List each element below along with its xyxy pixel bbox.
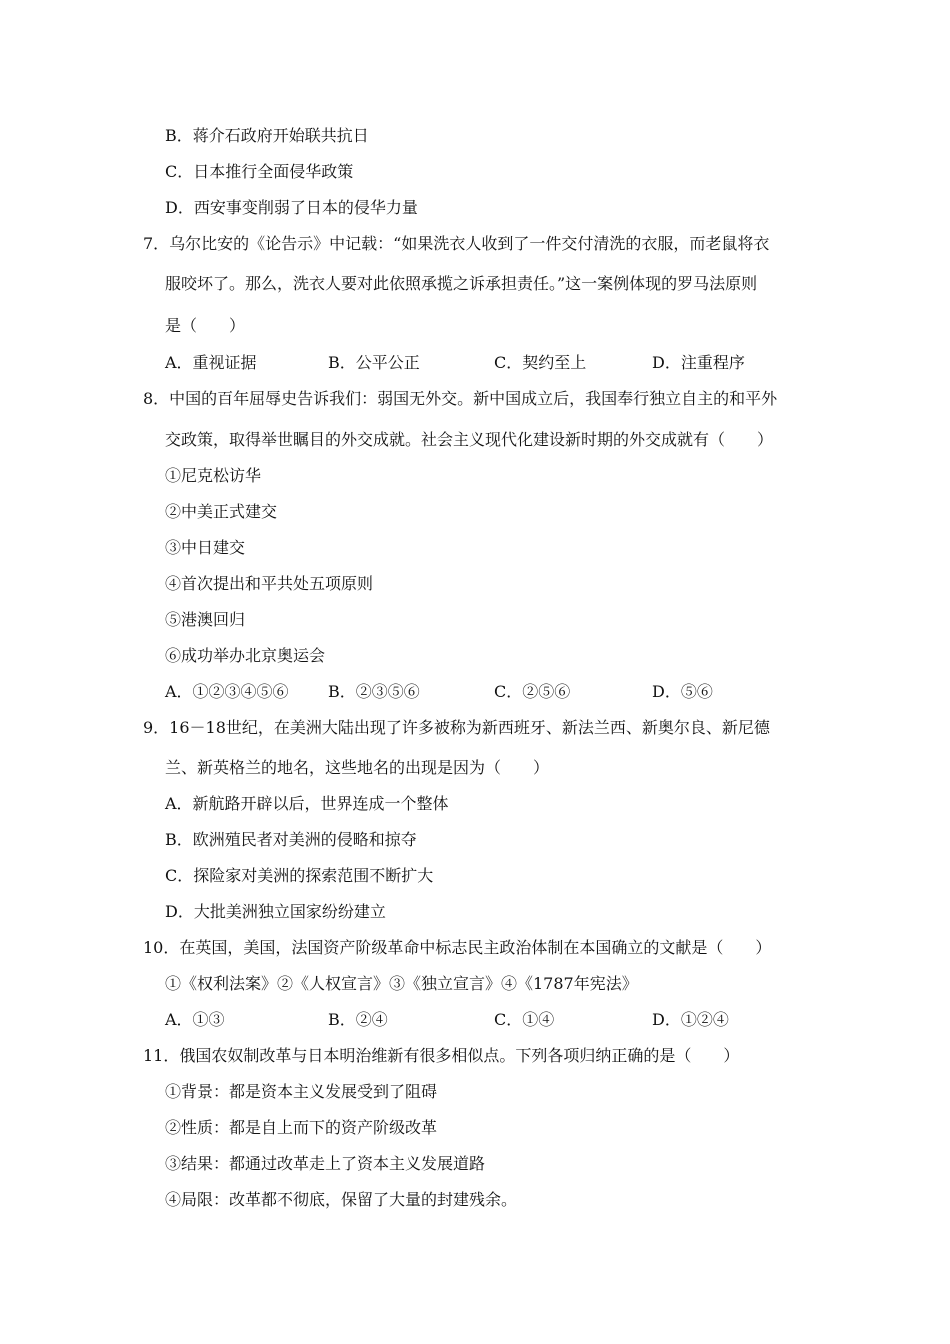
q8-item-1: ①尼克松访华 <box>165 466 262 485</box>
q7-stem-line1: 7．乌尔比安的《论告示》中记载：“如果洗衣人收到了一件交付清洗的衣服，而老鼠将衣 <box>143 234 770 253</box>
q9-option-c: C．探险家对美洲的探索范围不断扩大 <box>165 866 434 885</box>
q9-stem-line1: 9．16－18世纪，在美洲大陆出现了许多被称为新西班牙、新法兰西、新奥尔良、新尼德 <box>143 718 770 737</box>
q6-option-b: B．蒋介石政府开始联共抗日 <box>165 126 369 145</box>
q11-item-3: ③结果：都通过改革走上了资本主义发展道路 <box>165 1154 486 1173</box>
q8-item-2: ②中美正式建交 <box>165 502 278 521</box>
q7-option-d: D．注重程序 <box>652 353 745 372</box>
q8-option-a: A．①②③④⑤⑥ <box>165 682 289 701</box>
q8-item-3: ③中日建交 <box>165 538 246 557</box>
q9-option-a: A．新航路开辟以后，世界连成一个整体 <box>165 794 449 813</box>
q9-option-b: B．欧洲殖民者对美洲的侵略和掠夺 <box>165 830 417 849</box>
q7-option-c: C．契约至上 <box>494 353 587 372</box>
q7-stem-line3: 是（ ） <box>165 316 246 335</box>
q10-stem: 10．在英国，美国，法国资产阶级革命中标志民主政治体制在本国确立的文献是（ ） <box>143 938 772 957</box>
q6-option-d: D．西安事变削弱了日本的侵华力量 <box>165 198 418 217</box>
q10-option-b: B．②④ <box>328 1010 388 1029</box>
q8-item-4: ④首次提出和平共处五项原则 <box>165 574 374 593</box>
q9-stem-line2: 兰、新英格兰的地名，这些地名的出现是因为（ ） <box>165 758 550 777</box>
q8-option-c: C．②⑤⑥ <box>494 682 571 701</box>
q10-option-a: A．①③ <box>165 1010 225 1029</box>
q9-option-d: D．大批美洲独立国家纷纷建立 <box>165 902 386 921</box>
q8-stem-line2: 交政策，取得举世瞩目的外交成就。社会主义现代化建设新时期的外交成就有（ ） <box>165 430 774 449</box>
q7-stem-line2: 服咬坏了。那么，洗衣人要对此依照承揽之诉承担责任。”这一案例体现的罗马法原则 <box>165 274 758 293</box>
q11-item-2: ②性质：都是自上而下的资产阶级改革 <box>165 1118 438 1137</box>
q7-option-a: A．重视证据 <box>165 353 257 372</box>
q8-stem-line1: 8．中国的百年屈辱史告诉我们：弱国无外交。新中国成立后，我国奉行独立自主的和平外 <box>143 389 778 408</box>
q10-option-c: C．①④ <box>494 1010 555 1029</box>
q8-item-6: ⑥成功举办北京奥运会 <box>165 646 326 665</box>
q8-option-d: D．⑤⑥ <box>652 682 713 701</box>
q8-option-b: B．②③⑤⑥ <box>328 682 420 701</box>
q8-item-5: ⑤港澳回归 <box>165 610 246 629</box>
q11-stem: 11．俄国农奴制改革与日本明治维新有很多相似点。下列各项归纳正确的是（ ） <box>143 1046 740 1065</box>
q11-item-1: ①背景：都是资本主义发展受到了阻碍 <box>165 1082 438 1101</box>
q7-option-b: B．公平公正 <box>328 353 420 372</box>
q11-item-4: ④局限：改革都不彻底，保留了大量的封建残余。 <box>165 1190 518 1209</box>
q10-items: ①《权利法案》②《人权宣言》③《独立宣言》④《1787年宪法》 <box>165 974 638 993</box>
q6-option-c: C．日本推行全面侵华政策 <box>165 162 354 181</box>
q10-option-d: D．①②④ <box>652 1010 729 1029</box>
